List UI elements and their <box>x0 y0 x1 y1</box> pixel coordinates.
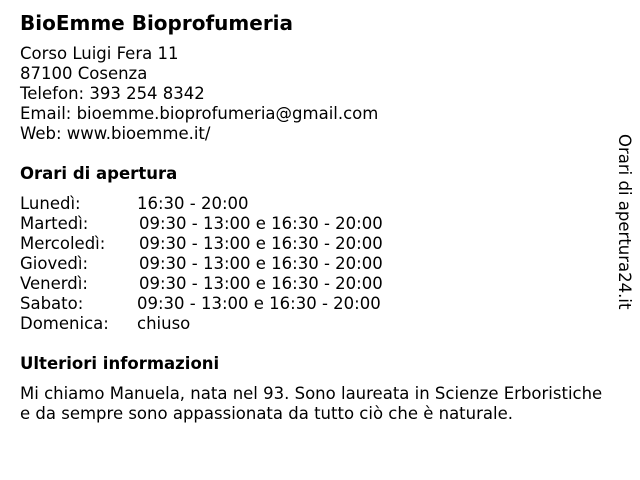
time-value: chiuso <box>137 314 191 333</box>
day-label: Martedì: <box>20 214 89 233</box>
more-info-heading: Ulteriori informazioni <box>20 354 220 373</box>
address-street: Corso Luigi Fera 11 <box>20 44 179 63</box>
email-line: Email: bioemme.bioprofumeria@gmail.com <box>20 104 379 123</box>
site-watermark: Orari di apertura24.it <box>615 134 634 310</box>
web-line: Web: www.bioemme.it/ <box>20 124 211 143</box>
day-label: Giovedì: <box>20 254 88 273</box>
description-line: e da sempre sono appassionata da tutto ciò che è naturale. <box>20 404 513 423</box>
time-value: 09:30 - 13:00 e 16:30 - 20:00 <box>137 294 381 313</box>
business-description <box>20 384 625 424</box>
phone-line: Telefon: 393 254 8342 <box>20 84 205 103</box>
address-city: 87100 Cosenza <box>20 64 148 83</box>
day-label: Sabato: <box>20 294 84 313</box>
time-value: 09:30 - 13:00 e 16:30 - 20:00 <box>139 234 383 253</box>
day-label: Domenica: <box>20 314 109 333</box>
time-value: 09:30 - 13:00 e 16:30 - 20:00 <box>139 274 383 293</box>
opening-hours-heading: Orari di apertura <box>20 164 178 183</box>
day-label: Lunedì: <box>20 194 81 213</box>
business-name: BioEmme Bioprofumeria <box>20 11 294 35</box>
contact-details <box>20 44 378 144</box>
day-label: Venerdì: <box>20 274 88 293</box>
time-value: 16:30 - 20:00 <box>137 194 249 213</box>
description-line: Mi chiamo Manuela, nata nel 93. Sono laureata in Scienze Erboristiche <box>20 384 603 403</box>
day-label: Mercoledì: <box>20 234 106 253</box>
time-value: 09:30 - 13:00 e 16:30 - 20:00 <box>139 214 383 233</box>
time-value: 09:30 - 13:00 e 16:30 - 20:00 <box>139 254 383 273</box>
